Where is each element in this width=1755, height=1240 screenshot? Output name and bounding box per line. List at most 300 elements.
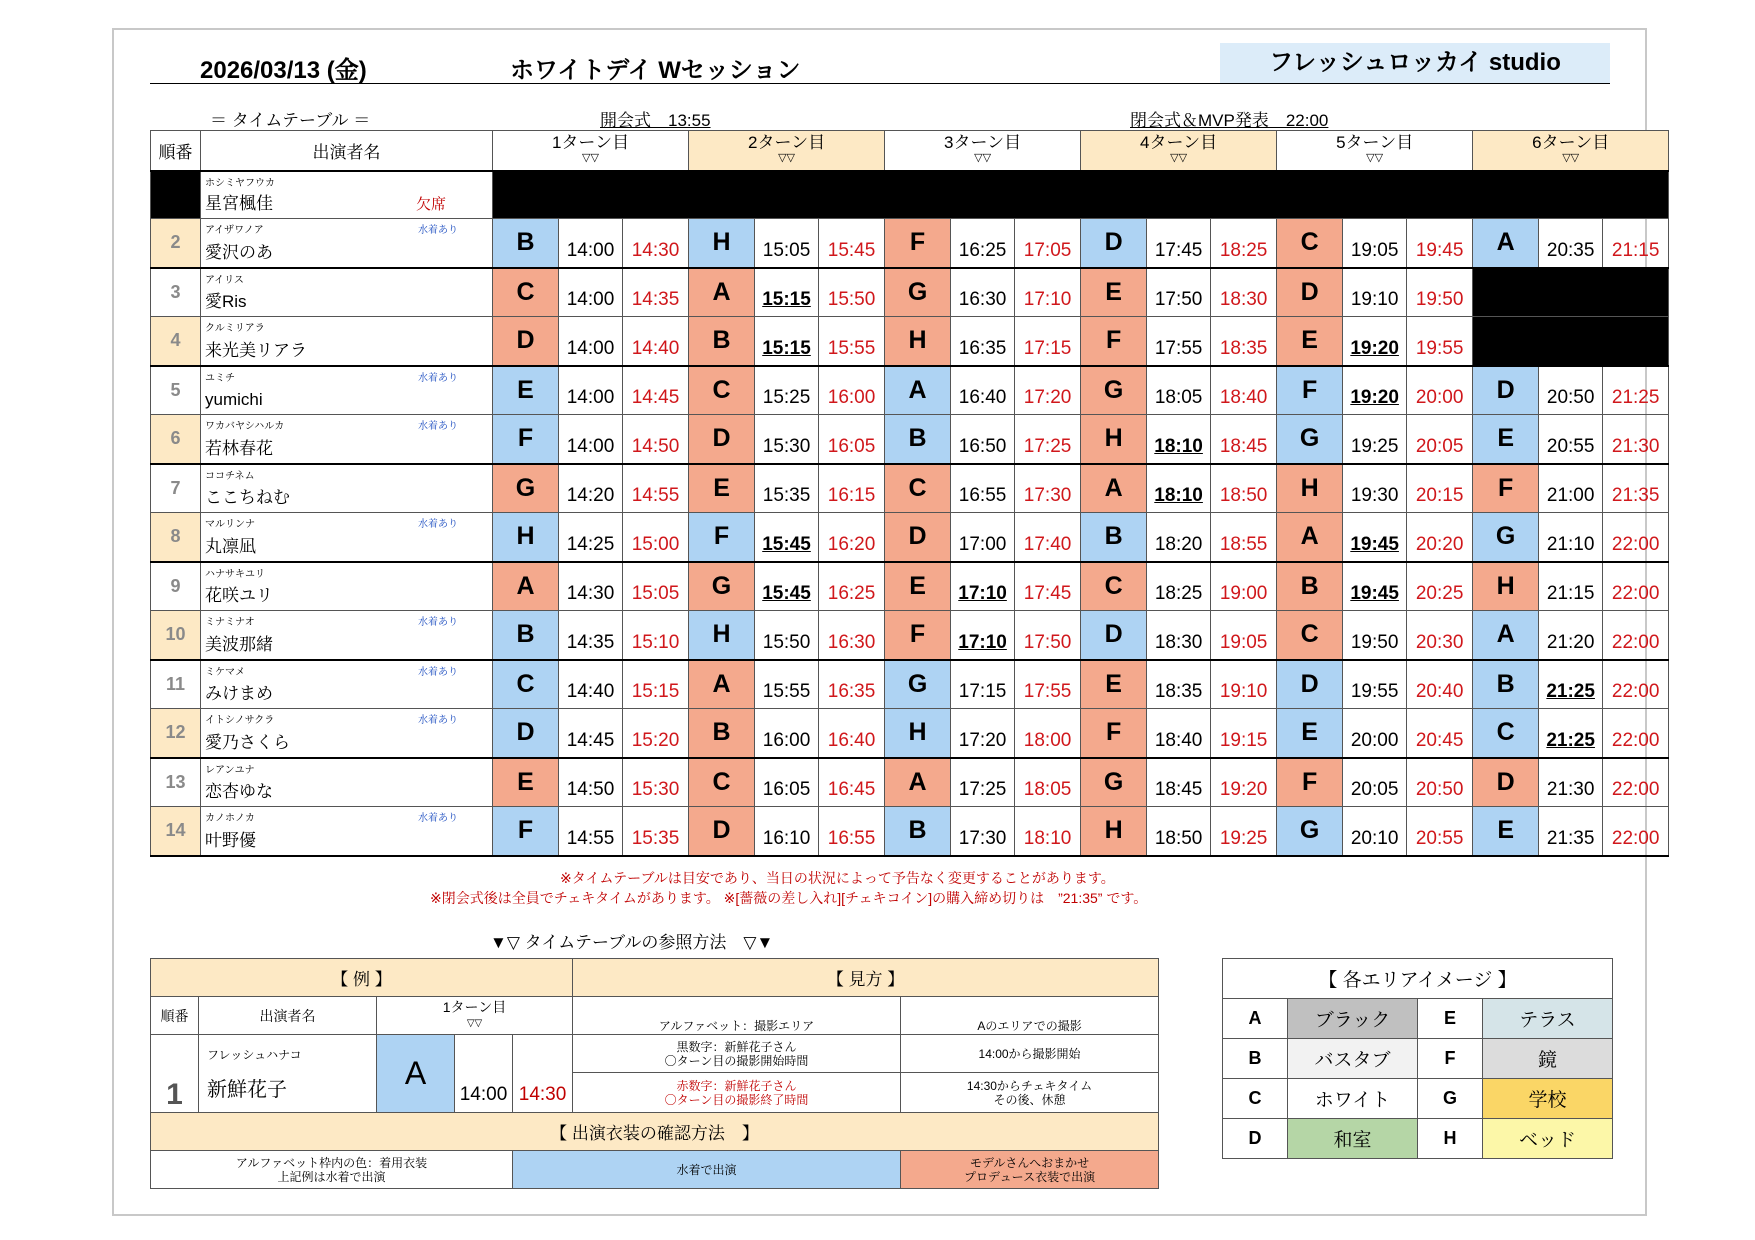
area-name: ホワイト [1288, 1079, 1418, 1119]
performer-name-cell [201, 366, 493, 415]
example-start: 14:00 [455, 1035, 513, 1113]
start-time: 14:00 [559, 415, 623, 464]
view-red-1: 赤数字：新鮮花子さん [676, 1078, 797, 1093]
start-time: 17:00 [951, 513, 1015, 562]
start-time: 19:50 [1343, 611, 1407, 660]
start-time: 21:00 [1539, 464, 1603, 513]
start-time: 16:05 [755, 758, 819, 807]
start-time: 14:55 [559, 807, 623, 856]
view-red-2: 〇ターン目の撮影終了時間 [664, 1092, 809, 1107]
end-time: 17:20 [1015, 366, 1081, 415]
start-time: 18:50 [1147, 807, 1211, 856]
start-time: 16:40 [951, 366, 1015, 415]
area-letter: F [1081, 317, 1147, 366]
turn-header-mark: ▽▽ [974, 152, 992, 164]
performer-order: 7 [151, 464, 201, 513]
start-time: 16:25 [951, 219, 1015, 268]
start-time: 20:05 [1343, 758, 1407, 807]
area-letter: D [493, 317, 559, 366]
area-letter: G [493, 464, 559, 513]
end-time: 17:50 [1015, 611, 1081, 660]
start-time: 18:10 [1147, 415, 1211, 464]
area-letter: H [1277, 464, 1343, 513]
end-time: 20:45 [1407, 709, 1473, 758]
performer-row [151, 562, 1669, 611]
performer-kana: ワカバヤシハルカ [205, 421, 285, 432]
area-letter: H [885, 709, 951, 758]
performer-name-cell [201, 709, 493, 758]
area-key: C [1223, 1079, 1288, 1119]
view-start-desc: 14:00から撮影開始 [901, 1035, 1159, 1073]
performer-row [151, 317, 1669, 366]
area-image-table [1222, 958, 1613, 1159]
empty-block [1473, 268, 1669, 317]
area-letter: E [1473, 807, 1539, 856]
end-time: 15:20 [623, 709, 689, 758]
area-name: ベッド [1483, 1119, 1613, 1159]
end-time: 17:30 [1015, 464, 1081, 513]
area-letter: H [493, 513, 559, 562]
costume-produce-1: モデルさんへおまかせ [969, 1155, 1090, 1170]
turn-header-label: 5ターン目 [1336, 133, 1414, 152]
area-letter: B [885, 415, 951, 464]
area-letter: D [1081, 219, 1147, 268]
view-header: 【 見方 】 [573, 959, 1159, 997]
performer-kana: イトシノサクラ [205, 715, 275, 726]
performer-name-cell [201, 660, 493, 709]
end-time: 15:15 [623, 660, 689, 709]
start-time: 17:30 [951, 807, 1015, 856]
example-turn-mark: ▽▽ [466, 1018, 483, 1029]
end-time: 21:35 [1603, 464, 1669, 513]
start-time: 17:25 [951, 758, 1015, 807]
example-order-header: 順番 [151, 997, 199, 1035]
timetable-note-2: ※閉会式後は全員でチェキタイムがあります。 ※[薔薇の差し入れ][チェキコイン]の購入締め切りは ”21:35” です。 [430, 890, 1148, 906]
area-name: 和室 [1288, 1119, 1418, 1159]
area-title: 【 各エリアイメージ 】 [1223, 959, 1613, 999]
area-letter: B [1473, 660, 1539, 709]
turn-header-label: 3ターン目 [944, 133, 1022, 152]
performer-kana: クルミリアラ [205, 323, 265, 334]
start-time: 14:45 [559, 709, 623, 758]
performer-kana: アイザワノア [205, 225, 264, 236]
start-time: 21:10 [1539, 513, 1603, 562]
area-letter: G [1081, 366, 1147, 415]
swimsuit-badge: 水着あり [418, 519, 458, 530]
area-letter: G [689, 562, 755, 611]
end-time: 17:40 [1015, 513, 1081, 562]
end-time: 19:25 [1211, 807, 1277, 856]
swimsuit-badge: 水着あり [418, 372, 458, 384]
performer-order: 4 [151, 317, 201, 366]
start-time: 20:55 [1539, 415, 1603, 464]
performer-name: みけまめ [205, 684, 273, 703]
area-letter: C [493, 660, 559, 709]
end-time: 18:45 [1211, 415, 1277, 464]
view-black-1: 黒数字：新鮮花子さん [676, 1039, 797, 1054]
end-time: 20:55 [1407, 807, 1473, 856]
area-letter: F [493, 415, 559, 464]
area-key: D [1223, 1119, 1288, 1159]
start-time: 21:30 [1539, 758, 1603, 807]
performer-name-cell [201, 562, 493, 611]
performer-name: 恋杏ゆな [205, 782, 273, 801]
area-letter: C [493, 268, 559, 317]
area-letter: E [493, 366, 559, 415]
turn-header-mark: ▽▽ [1562, 152, 1580, 164]
performer-row [151, 171, 1669, 219]
turn-header-6 [1473, 131, 1669, 171]
performer-kana: ホシミヤフウカ [205, 177, 275, 189]
performer-name: 花咲ユリ [205, 586, 273, 605]
start-time: 18:30 [1147, 611, 1211, 660]
performer-row [151, 513, 1669, 562]
start-time: 17:55 [1147, 317, 1211, 366]
start-time: 19:30 [1343, 464, 1407, 513]
end-time: 17:45 [1015, 562, 1081, 611]
start-time: 21:35 [1539, 807, 1603, 856]
example-kana: フレッシュハナコ [207, 1047, 302, 1062]
performer-name: 叶野優 [205, 830, 256, 850]
performer-name-cell [201, 415, 493, 464]
area-letter: C [1277, 611, 1343, 660]
performer-name-cell [201, 513, 493, 562]
end-time: 18:35 [1211, 317, 1277, 366]
performer-name-cell [201, 611, 493, 660]
end-time: 18:25 [1211, 219, 1277, 268]
performer-order [151, 171, 201, 219]
swimsuit-badge: 水着あり [418, 666, 458, 678]
area-letter: H [1081, 415, 1147, 464]
end-time: 20:15 [1407, 464, 1473, 513]
end-time: 17:15 [1015, 317, 1081, 366]
start-time: 17:50 [1147, 268, 1211, 317]
area-letter: A [1081, 464, 1147, 513]
end-time: 19:55 [1407, 317, 1473, 366]
start-time: 15:35 [755, 464, 819, 513]
performer-name-cell [201, 807, 493, 856]
start-time: 16:50 [951, 415, 1015, 464]
start-time: 19:20 [1343, 366, 1407, 415]
area-key: G [1418, 1079, 1483, 1119]
end-time: 20:50 [1407, 758, 1473, 807]
start-time: 19:45 [1343, 562, 1407, 611]
view-col2-head: Aのエリアでの撮影 [901, 997, 1159, 1035]
end-time: 20:20 [1407, 513, 1473, 562]
area-letter: B [689, 317, 755, 366]
performer-name-cell [201, 758, 493, 807]
performer-kana: ユミチ [205, 372, 235, 384]
area-letter: F [885, 219, 951, 268]
performer-order: 6 [151, 415, 201, 464]
start-time: 14:00 [559, 268, 623, 317]
start-time: 19:25 [1343, 415, 1407, 464]
end-time: 22:00 [1603, 562, 1669, 611]
turn-header-5 [1277, 131, 1473, 171]
end-time: 14:55 [623, 464, 689, 513]
performer-row [151, 366, 1669, 415]
performer-order: 10 [151, 611, 201, 660]
area-letter: B [493, 611, 559, 660]
start-time: 14:25 [559, 513, 623, 562]
turn-header-label: 6ターン目 [1532, 133, 1610, 152]
area-letter: E [689, 464, 755, 513]
end-time: 20:30 [1407, 611, 1473, 660]
start-time: 18:10 [1147, 464, 1211, 513]
end-time: 19:20 [1211, 758, 1277, 807]
performer-order: 3 [151, 268, 201, 317]
end-time: 18:55 [1211, 513, 1277, 562]
swimsuit-badge: 水着あり [418, 225, 458, 236]
end-time: 21:30 [1603, 415, 1669, 464]
start-time: 15:15 [755, 317, 819, 366]
example-header: 【 例 】 [151, 959, 573, 997]
performer-row [151, 464, 1669, 513]
performer-row [151, 758, 1669, 807]
event-title: ホワイトデイ Wセッション [510, 57, 801, 84]
start-time: 19:55 [1343, 660, 1407, 709]
end-time: 18:40 [1211, 366, 1277, 415]
area-name: バスタブ [1288, 1039, 1418, 1079]
area-letter: H [1473, 562, 1539, 611]
start-time: 21:25 [1539, 660, 1603, 709]
timetable-label: ＝ タイムテーブル ＝ [210, 111, 371, 130]
example-name-header: 出演者名 [199, 997, 377, 1035]
performer-name: 星宮楓佳 [205, 194, 273, 213]
example-table [150, 958, 1159, 1189]
start-time: 18:35 [1147, 660, 1211, 709]
area-key: F [1418, 1039, 1483, 1079]
area-letter: E [1277, 709, 1343, 758]
end-time: 17:55 [1015, 660, 1081, 709]
turn-header-mark: ▽▽ [1170, 152, 1188, 164]
performer-order: 5 [151, 366, 201, 415]
area-name: 学校 [1483, 1079, 1613, 1119]
end-time: 19:50 [1407, 268, 1473, 317]
start-time: 18:20 [1147, 513, 1211, 562]
costume-header: 【 出演衣装の確認方法 】 [151, 1113, 1159, 1151]
area-letter: A [689, 660, 755, 709]
order-header: 順番 [151, 131, 201, 171]
end-time: 18:30 [1211, 268, 1277, 317]
area-key: E [1418, 999, 1483, 1039]
turn-header-4 [1081, 131, 1277, 171]
area-letter: F [1277, 366, 1343, 415]
area-letter: F [493, 807, 559, 856]
start-time: 15:30 [755, 415, 819, 464]
end-time: 19:00 [1211, 562, 1277, 611]
area-key: B [1223, 1039, 1288, 1079]
start-time: 16:55 [951, 464, 1015, 513]
start-time: 18:05 [1147, 366, 1211, 415]
area-letter: D [689, 807, 755, 856]
performer-order: 11 [151, 660, 201, 709]
area-name: 鏡 [1483, 1039, 1613, 1079]
swimsuit-badge: 水着あり [418, 617, 458, 628]
performer-name-cell [201, 464, 493, 513]
end-time: 15:45 [819, 219, 885, 268]
performer-name: 愛乃さくら [205, 732, 290, 752]
start-time: 14:30 [559, 562, 623, 611]
performer-order: 8 [151, 513, 201, 562]
view-col1-head: アルファベット：撮影エリア [573, 997, 901, 1035]
end-time: 21:25 [1603, 366, 1669, 415]
area-letter: F [689, 513, 755, 562]
area-letter: E [493, 758, 559, 807]
start-time: 18:40 [1147, 709, 1211, 758]
costume-swimsuit: 水着で出演 [513, 1151, 901, 1189]
area-letter: B [885, 807, 951, 856]
area-letter: H [689, 611, 755, 660]
swimsuit-badge: 水着あり [418, 715, 458, 726]
area-letter: F [885, 611, 951, 660]
start-time: 17:10 [951, 611, 1015, 660]
howto-title: ▼▽ タイムテーブルの参照方法 ▽▼ [490, 933, 774, 952]
example-turn-header: 1ターン目 [442, 999, 507, 1015]
area-letter: D [1081, 611, 1147, 660]
start-time: 18:25 [1147, 562, 1211, 611]
start-time: 15:45 [755, 513, 819, 562]
performer-name-cell [201, 268, 493, 317]
performer-name: 丸凛凪 [205, 536, 256, 556]
view-end-desc-2: その後、休憩 [993, 1092, 1066, 1107]
swimsuit-badge: 水着あり [418, 421, 458, 432]
end-time: 14:40 [623, 317, 689, 366]
end-time: 22:00 [1603, 611, 1669, 660]
turn-header-label: 4ターン目 [1140, 133, 1218, 152]
start-time: 21:20 [1539, 611, 1603, 660]
area-name: テラス [1483, 999, 1613, 1039]
end-time: 19:15 [1211, 709, 1277, 758]
end-time: 15:05 [623, 562, 689, 611]
example-area: A [377, 1035, 455, 1113]
performer-name: yumichi [205, 390, 263, 409]
opening-time: 開会式 13:55 [600, 111, 711, 130]
area-name: ブラック [1288, 999, 1418, 1039]
start-time: 20:35 [1539, 219, 1603, 268]
start-time: 19:45 [1343, 513, 1407, 562]
performer-kana: マルリンナ [205, 519, 255, 530]
area-letter: A [1473, 219, 1539, 268]
performer-name-cell [201, 171, 493, 219]
start-time: 17:10 [951, 562, 1015, 611]
absent-label: 欠席 [416, 196, 447, 213]
end-time: 16:25 [819, 562, 885, 611]
timetable-note-1: ※タイムテーブルは目安であり、当日の状況によって予告なく変更することがあります。 [560, 870, 1115, 886]
area-letter: A [689, 268, 755, 317]
area-letter: A [1473, 611, 1539, 660]
area-letter: D [1473, 758, 1539, 807]
performer-kana: ハナサキユリ [205, 568, 265, 580]
area-letter: H [885, 317, 951, 366]
absent-block [493, 171, 1669, 219]
area-letter: E [885, 562, 951, 611]
turn-header-3 [885, 131, 1081, 171]
header-divider [150, 83, 1610, 84]
end-time: 16:05 [819, 415, 885, 464]
performer-name: 若林春花 [205, 438, 273, 458]
performer-row [151, 268, 1669, 317]
end-time: 18:00 [1015, 709, 1081, 758]
start-time: 14:20 [559, 464, 623, 513]
area-letter: G [885, 660, 951, 709]
end-time: 14:30 [623, 219, 689, 268]
end-time: 16:00 [819, 366, 885, 415]
area-letter: H [689, 219, 755, 268]
performer-name: 愛沢のあ [205, 242, 273, 262]
performer-row [151, 709, 1669, 758]
end-time: 17:10 [1015, 268, 1081, 317]
end-time: 18:05 [1015, 758, 1081, 807]
closing-time: 閉会式＆MVP発表 22:00 [1130, 111, 1329, 130]
performer-order: 14 [151, 807, 201, 856]
start-time: 14:00 [559, 366, 623, 415]
end-time: 22:00 [1603, 758, 1669, 807]
area-letter: D [689, 415, 755, 464]
start-time: 17:45 [1147, 219, 1211, 268]
area-letter: E [1473, 415, 1539, 464]
performer-kana: ミナミナオ [205, 617, 255, 628]
view-black-2: 〇ターン目の撮影開始時間 [664, 1053, 809, 1068]
costume-desc-1: アルファベット枠内の色：着用衣装 [235, 1155, 428, 1170]
performer-kana: レアンユナ [205, 764, 255, 776]
start-time: 20:50 [1539, 366, 1603, 415]
start-time: 15:05 [755, 219, 819, 268]
start-time: 17:15 [951, 660, 1015, 709]
area-letter: G [1473, 513, 1539, 562]
start-time: 19:20 [1343, 317, 1407, 366]
area-letter: C [689, 366, 755, 415]
costume-desc-2: 上記例は水着で出演 [277, 1169, 386, 1184]
area-row [1223, 1079, 1613, 1119]
area-key: A [1223, 999, 1288, 1039]
end-time: 17:25 [1015, 415, 1081, 464]
area-letter: A [885, 758, 951, 807]
area-letter: D [1277, 660, 1343, 709]
performer-name: 美波那緒 [205, 634, 273, 654]
end-time: 14:35 [623, 268, 689, 317]
end-time: 18:50 [1211, 464, 1277, 513]
end-time: 20:00 [1407, 366, 1473, 415]
turn-header-mark: ▽▽ [582, 152, 599, 164]
end-time: 14:50 [623, 415, 689, 464]
turn-header-1 [493, 131, 689, 171]
area-letter: C [1081, 562, 1147, 611]
performer-name: 来光美リアラ [205, 340, 307, 360]
performer-row [151, 660, 1669, 709]
end-time: 22:00 [1603, 660, 1669, 709]
start-time: 14:50 [559, 758, 623, 807]
end-time: 21:15 [1603, 219, 1669, 268]
end-time: 15:50 [819, 268, 885, 317]
timetable [150, 130, 1669, 857]
area-letter: D [1473, 366, 1539, 415]
area-letter: G [1081, 758, 1147, 807]
timetable-header-row [151, 131, 1669, 171]
start-time: 21:15 [1539, 562, 1603, 611]
area-letter: E [1277, 317, 1343, 366]
end-time: 20:05 [1407, 415, 1473, 464]
end-time: 20:25 [1407, 562, 1473, 611]
area-letter: H [1081, 807, 1147, 856]
start-time: 18:45 [1147, 758, 1211, 807]
area-row [1223, 999, 1613, 1039]
start-time: 15:55 [755, 660, 819, 709]
performer-name-cell [201, 317, 493, 366]
example-order: 1 [151, 1035, 199, 1113]
end-time: 14:45 [623, 366, 689, 415]
area-letter: B [1277, 562, 1343, 611]
